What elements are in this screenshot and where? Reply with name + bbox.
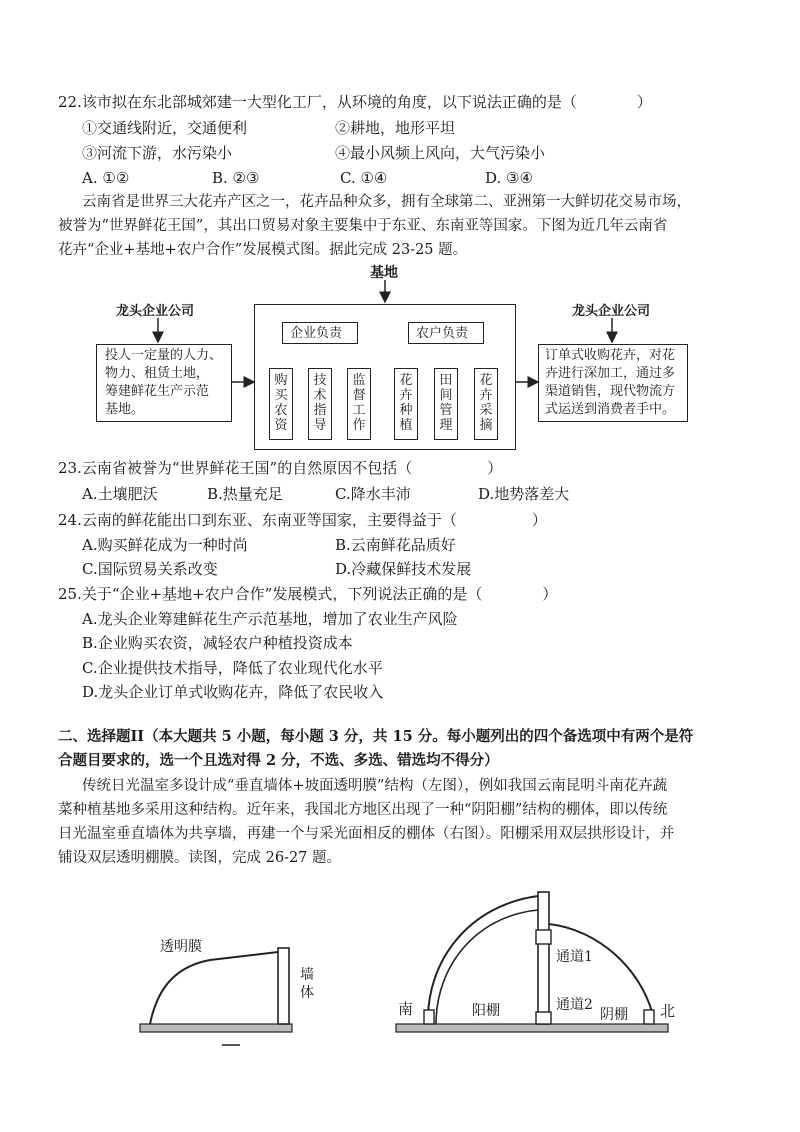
right-title: 龙头企业公司 <box>572 304 651 319</box>
farmer-task-3-text: 花卉采摘 <box>479 373 493 433</box>
q24-option-d[interactable]: D.冷藏保鲜技术发展 <box>335 560 472 578</box>
farmer-task-1-text: 花卉种植 <box>399 373 413 433</box>
film-label: 透明膜 <box>160 939 202 955</box>
left-text-3: 筹建鲜花生产示范 <box>105 384 210 399</box>
channel-1-label: 通道1 <box>556 949 593 965</box>
left-title: 龙头企业公司 <box>116 304 195 319</box>
passage1-line-2: 被誉为“世界鲜花王国”，其出口贸易对象主要集中于东亚、东南亚等国家。下图为近几年云南省 <box>58 218 668 234</box>
q22-option-b[interactable]: B. ②③ <box>212 169 260 187</box>
passage1-line-3: 花卉“企业+基地+农户合作”发展模式图。据此完成 23-25 题。 <box>58 242 468 258</box>
q22-item-1: ①交通线附近，交通便利 <box>82 119 248 137</box>
channel-2-block <box>536 1012 551 1024</box>
q24-stem: 24.云南的鲜花能出口到东亚、东南亚等国家，主要得益于（ ） <box>58 511 547 529</box>
right-ground <box>396 1024 668 1032</box>
passage1-line-1: 云南省是世界三大花卉产区之一，花卉品种众多，拥有全球第二、亚洲第一大鲜切花交易市场， <box>82 194 691 210</box>
company-task-1-text: 购买农资 <box>274 373 288 433</box>
left-ground <box>140 1024 292 1032</box>
q24-option-b[interactable]: B.云南鲜花品质好 <box>335 536 456 554</box>
wall-label: 墙体 <box>300 967 314 1001</box>
q22-item-4: ④最小风频上风向，大气污染小 <box>335 144 546 162</box>
q23-option-c[interactable]: C.降水丰沛 <box>335 485 411 503</box>
left-film <box>150 952 278 1024</box>
right-text-1: 订单式收购花卉，对花 <box>545 348 676 363</box>
q25-option-b[interactable]: B.企业购买农资，减轻农户种植投资成本 <box>82 634 353 652</box>
left-text-4: 基地。 <box>105 402 145 417</box>
right-text-3: 渠道销售，现代物流方 <box>545 384 676 399</box>
q23-stem: 23.云南省被誉为“世界鲜花王国”的自然原因不包括（ ） <box>58 459 503 477</box>
q22-option-d[interactable]: D. ③④ <box>485 169 533 187</box>
section2-passage-2: 菜种植基地多采用这种结构。近年来，我国北方地区出现了一种“阴阳棚”结构的棚体，即以传统 <box>58 802 668 818</box>
q23-option-b[interactable]: B.热量充足 <box>207 485 283 503</box>
company-task-2-text: 技术指导 <box>313 373 327 433</box>
right-text-2: 卉进行深加工，通过多 <box>545 366 676 381</box>
section2-passage-4: 铺设双层透明棚膜。读图，完成 26-27 题。 <box>58 850 342 866</box>
left-text-2: 物力、租赁土地， <box>105 366 210 381</box>
q23-option-d[interactable]: D.地势落差大 <box>478 485 570 503</box>
left-text-1: 投人一定量的人力、 <box>105 348 223 363</box>
north-label: 北 <box>660 1002 676 1020</box>
company-task-3-text: 监督工作 <box>352 373 366 433</box>
q24-option-c[interactable]: C.国际贸易关系改变 <box>82 560 218 578</box>
q22-option-c[interactable]: C. ①④ <box>340 169 388 187</box>
q24-option-a[interactable]: A.购买鲜花成为一种时尚 <box>82 536 248 554</box>
q25-option-c[interactable]: C.企业提供技术指导，降低了农业现代化水平 <box>82 659 383 677</box>
farmer-label: 农户负责 <box>416 326 469 341</box>
channel-2-label: 通道2 <box>556 997 593 1013</box>
q25-option-d[interactable]: D.龙头企业订单式收购花卉，降低了农民收入 <box>82 683 384 701</box>
right-text-4: 式运送到消费者手中。 <box>545 402 676 417</box>
shared-wall <box>538 892 549 1024</box>
base-title: 基地 <box>370 265 398 281</box>
section2-heading-1: 二、选择题II（本大题共 5 小题，每小题 3 分，共 15 分。每小题列出的四个备选项中有两个是符 <box>58 728 694 745</box>
south-label: 南 <box>398 1000 414 1018</box>
section2-heading-2: 合题目要求的，选一个且选对得 2 分，不选、多选、错选均不得分） <box>58 752 499 769</box>
section2-passage-1: 传统日光温室多设计成“垂直墙体+坡面透明膜”结构（左图），例如我国云南昆明斗南花卉蔬 <box>82 778 668 794</box>
q22-stem: 22.该市拟在东北部城郊建一大型化工厂，从环境的角度，以下说法正确的是（ ） <box>58 93 652 111</box>
channel-1-block <box>536 930 551 944</box>
q22-option-a[interactable]: A. ①② <box>82 169 130 187</box>
company-label: 企业负责 <box>290 326 343 341</box>
section2-passage-3: 日光温室垂直墙体为共享墙，再建一个与采光面相反的棚体（右图）。阳棚采用双层拱形设计，并 <box>58 826 675 842</box>
left-wall <box>278 948 289 1024</box>
yin-label: 阴棚 <box>600 1007 628 1023</box>
q23-option-a[interactable]: A.土壤肥沃 <box>82 485 158 503</box>
q22-item-2: ②耕地，地形平坦 <box>335 119 456 137</box>
q22-item-3: ③河流下游，水污染小 <box>82 144 233 162</box>
yang-label: 阳棚 <box>472 1003 500 1019</box>
q25-option-a[interactable]: A.龙头企业筹建鲜花生产示范基地，增加了农业生产风险 <box>82 610 458 628</box>
farmer-task-2-text: 田间管理 <box>439 373 453 433</box>
q25-stem: 25.关于“企业+基地+农户合作”发展模式，下列说法正确的是（ ） <box>58 585 558 603</box>
